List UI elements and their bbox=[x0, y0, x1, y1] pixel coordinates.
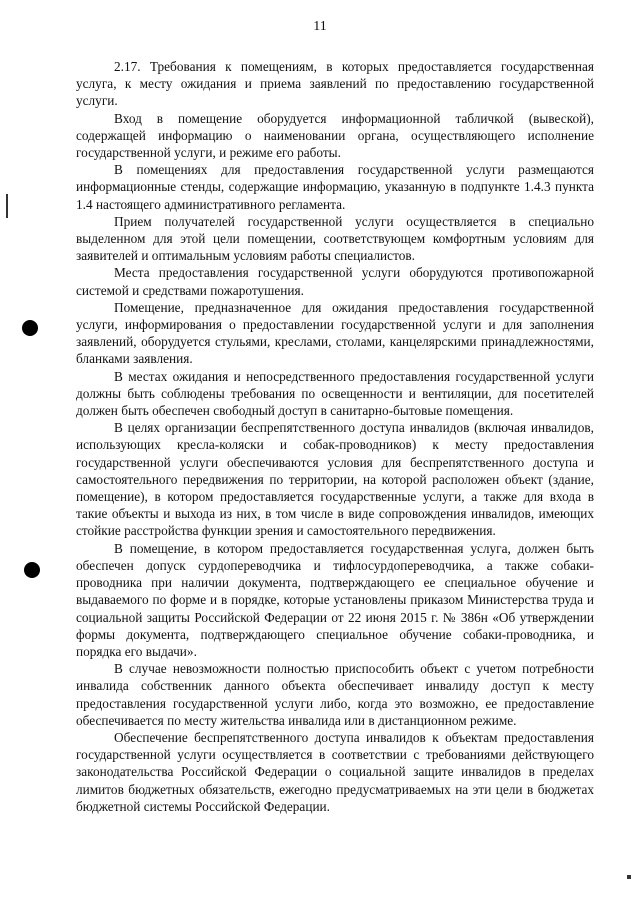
paragraph: Помещение, предназначенное для ожидания предоставления государственной услуги, информирования о предоставлении государственной услуги и для заполнения заявлений, оборудуется стульями, креслами, столами, канцелярскими принадлежностями, бланками заявления. bbox=[76, 299, 594, 367]
paragraph: Вход в помещение оборудуется информационной табличкой (вывеской), содержащей информацию о наименовании органа, осуществляющего исполнение государственной услуги, и режиме его работы. bbox=[76, 110, 594, 161]
punch-hole bbox=[24, 562, 40, 578]
paragraph: В помещение, в котором предоставляется государственная услуга, должен быть обеспечен допуск сурдопереводчика и тифлосурдопереводчика, а также собаки-проводника при наличии документа, подтверждающего ее специальное обучение и выдаваемого по форме и в порядке, которые установлены приказом Министерства труда и социальной защиты Российской Федерации от 22 июня 2015 г. № 386н «Об утверждении формы документа, подтверждающего специальное обучение собаки-проводника, и порядка его выдачи». bbox=[76, 540, 594, 659]
section-heading: 2.17. Требования к помещениям, в которых предоставляется государственная услуга, к месту ожидания и приема заявлений по предоставлению государственной услуги. bbox=[76, 59, 594, 109]
paragraph: Прием получателей государственной услуги осуществляется в специально выделенном для этой цели помещении, соответствующем комфортным условиям для заявителей и оптимальным условиям работы специалистов. bbox=[76, 213, 594, 264]
paragraph: В случае невозможности полностью приспособить объект с учетом потребности инвалида собственник данного объекта обеспечивает инвалиду доступ к месту предоставления государственной услуги либо, когда это возможно, ее предоставление обеспечивается по месту жительства инвалида или в дистанционном режиме. bbox=[76, 661, 594, 728]
scan-mark bbox=[627, 875, 631, 879]
punch-hole bbox=[22, 320, 38, 336]
document-body bbox=[76, 58, 594, 815]
paragraph: В помещениях для предоставления государственной услуги размещаются информационные стенды, содержащие информацию, указанную в подпункте 1.4.3 пункта 1.4 настоящего административного регламента. bbox=[76, 162, 594, 212]
scan-mark bbox=[6, 194, 8, 218]
paragraph: Места предоставления государственной услуги оборудуются противопожарной системой и средствами пожаротушения. bbox=[76, 265, 594, 298]
paragraph: В целях организации беспрепятственного доступа инвалидов (включая инвалидов, использующих кресла-коляски и собак-проводников) к месту предоставления государственной услуги обеспечиваются условия для беспрепятственного доступа и самостоятельного передвижения по территории, на которой расположен объект (здание, помещение), в котором предоставляется государственные услуги, а также для входа в такие объекты и выхода из них, в том числе в виде сопровождения инвалидов, имеющих стойкие расстройства функции зрения и самостоятельного передвижения. bbox=[76, 420, 594, 539]
paragraph: В местах ожидания и непосредственного предоставления государственной услуги должны быть соблюдены требования по освещенности и вентиляции, для посетителей должен быть обеспечен свободный доступ в санитарно-бытовые помещения. bbox=[76, 368, 594, 419]
page-number: 11 bbox=[313, 19, 327, 34]
paragraph: Обеспечение беспрепятственного доступа инвалидов к объектам предоставления государственной услуги осуществляется в соответствии с требованиями действующего законодательства Российской Федерации о социальной защите инвалидов в пределах лимитов бюджетных обязательств, ежегодно предусматриваемых на эти цели в бюджетах бюджетной системы Российской Федерации. bbox=[76, 729, 594, 814]
